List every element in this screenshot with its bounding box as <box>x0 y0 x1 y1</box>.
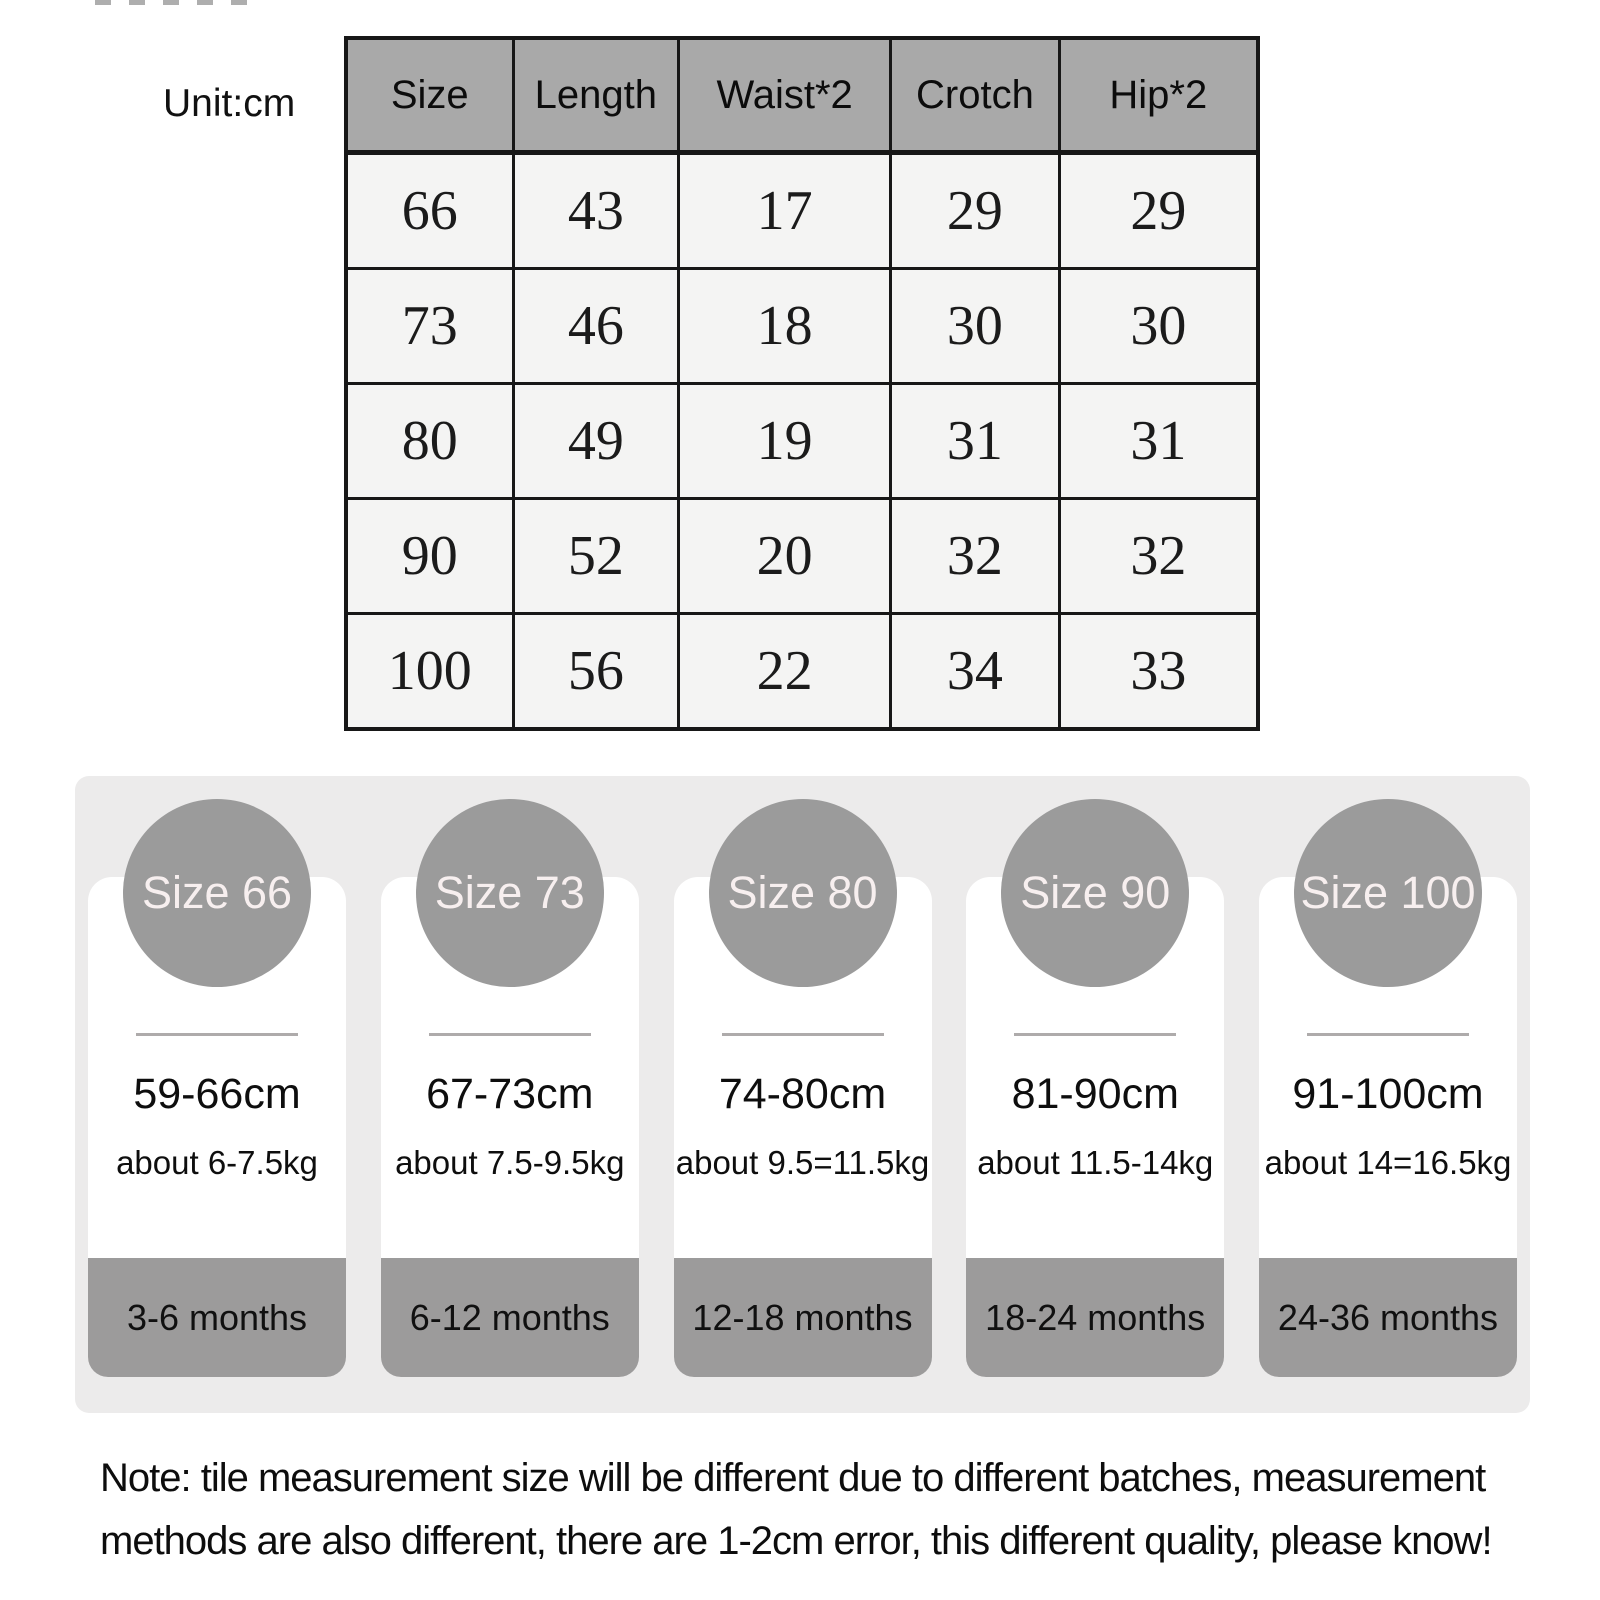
size-card-90 <box>966 867 1224 1377</box>
table-cell: 49 <box>513 384 679 499</box>
table-cell: 29 <box>1059 153 1258 269</box>
size-measurement-table <box>344 36 1260 731</box>
table-cell: 30 <box>1059 269 1258 384</box>
weight-range: about 11.5-14kg <box>977 1144 1214 1181</box>
size-card-73 <box>381 867 639 1377</box>
divider <box>1307 1033 1469 1036</box>
header-crotch: Crotch <box>891 38 1059 153</box>
table-cell: 31 <box>891 384 1059 499</box>
note-line-1: Note: tile measurement size will be different due to different batches, measurement <box>100 1456 1486 1500</box>
note-line-2: methods are also different, there are 1-2cm error, this different quality, please know! <box>100 1519 1492 1563</box>
table-row <box>346 614 1258 730</box>
age-range: 6-12 months <box>381 1258 639 1377</box>
table-header-row <box>346 38 1258 153</box>
weight-range: about 6-7.5kg <box>116 1144 318 1181</box>
height-range: 74-80cm <box>718 1070 887 1118</box>
table-cell: 19 <box>679 384 891 499</box>
table-row <box>346 499 1258 614</box>
table-cell: 56 <box>513 614 679 730</box>
header-length: Length <box>513 38 679 153</box>
table-cell: 18 <box>679 269 891 384</box>
table-cell: 29 <box>891 153 1059 269</box>
table-row <box>346 384 1258 499</box>
size-card-66 <box>88 867 346 1377</box>
table-cell: 46 <box>513 269 679 384</box>
height-range: 91-100cm <box>1292 1070 1484 1118</box>
height-range: 59-66cm <box>133 1070 301 1118</box>
table-cell: 80 <box>346 384 513 499</box>
table-cell: 73 <box>346 269 513 384</box>
table-row <box>346 269 1258 384</box>
cutoff-text-fragment <box>95 0 250 5</box>
table-cell: 100 <box>346 614 513 730</box>
measurement-note <box>100 1447 1492 1573</box>
header-hip: Hip*2 <box>1059 38 1258 153</box>
size-badge: Size 90 <box>1001 799 1189 987</box>
table-cell: 31 <box>1059 384 1258 499</box>
size-cards-row <box>75 776 1530 1413</box>
size-badge: Size 80 <box>709 799 897 987</box>
table-cell: 20 <box>679 499 891 614</box>
weight-range: about 7.5-9.5kg <box>395 1144 625 1181</box>
age-range: 24-36 months <box>1259 1258 1517 1377</box>
table-cell: 43 <box>513 153 679 269</box>
unit-label: Unit:cm <box>163 82 296 125</box>
size-card-100 <box>1259 867 1517 1377</box>
table-row <box>346 153 1258 269</box>
table-cell: 22 <box>679 614 891 730</box>
header-waist: Waist*2 <box>679 38 891 153</box>
table-cell: 32 <box>891 499 1059 614</box>
size-badge: Size 100 <box>1294 799 1482 987</box>
table-cell: 66 <box>346 153 513 269</box>
divider <box>429 1033 591 1036</box>
weight-range: about 9.5=11.5kg <box>675 1144 930 1181</box>
size-card-80 <box>674 867 932 1377</box>
size-badge: Size 66 <box>123 799 311 987</box>
divider <box>722 1033 884 1036</box>
table-cell: 30 <box>891 269 1059 384</box>
size-cards-panel <box>75 776 1530 1413</box>
age-range: 12-18 months <box>674 1258 932 1377</box>
table-cell: 17 <box>679 153 891 269</box>
table-cell: 52 <box>513 499 679 614</box>
table-cell: 34 <box>891 614 1059 730</box>
divider <box>1014 1033 1176 1036</box>
divider <box>136 1033 298 1036</box>
age-range: 18-24 months <box>966 1258 1224 1377</box>
height-range: 67-73cm <box>426 1070 594 1118</box>
header-size: Size <box>346 38 513 153</box>
table-cell: 90 <box>346 499 513 614</box>
age-range: 3-6 months <box>88 1258 346 1377</box>
height-range: 81-90cm <box>1011 1070 1179 1118</box>
weight-range: about 14=16.5kg <box>1264 1144 1512 1181</box>
table-cell: 33 <box>1059 614 1258 730</box>
table-cell: 32 <box>1059 499 1258 614</box>
size-badge: Size 73 <box>416 799 604 987</box>
